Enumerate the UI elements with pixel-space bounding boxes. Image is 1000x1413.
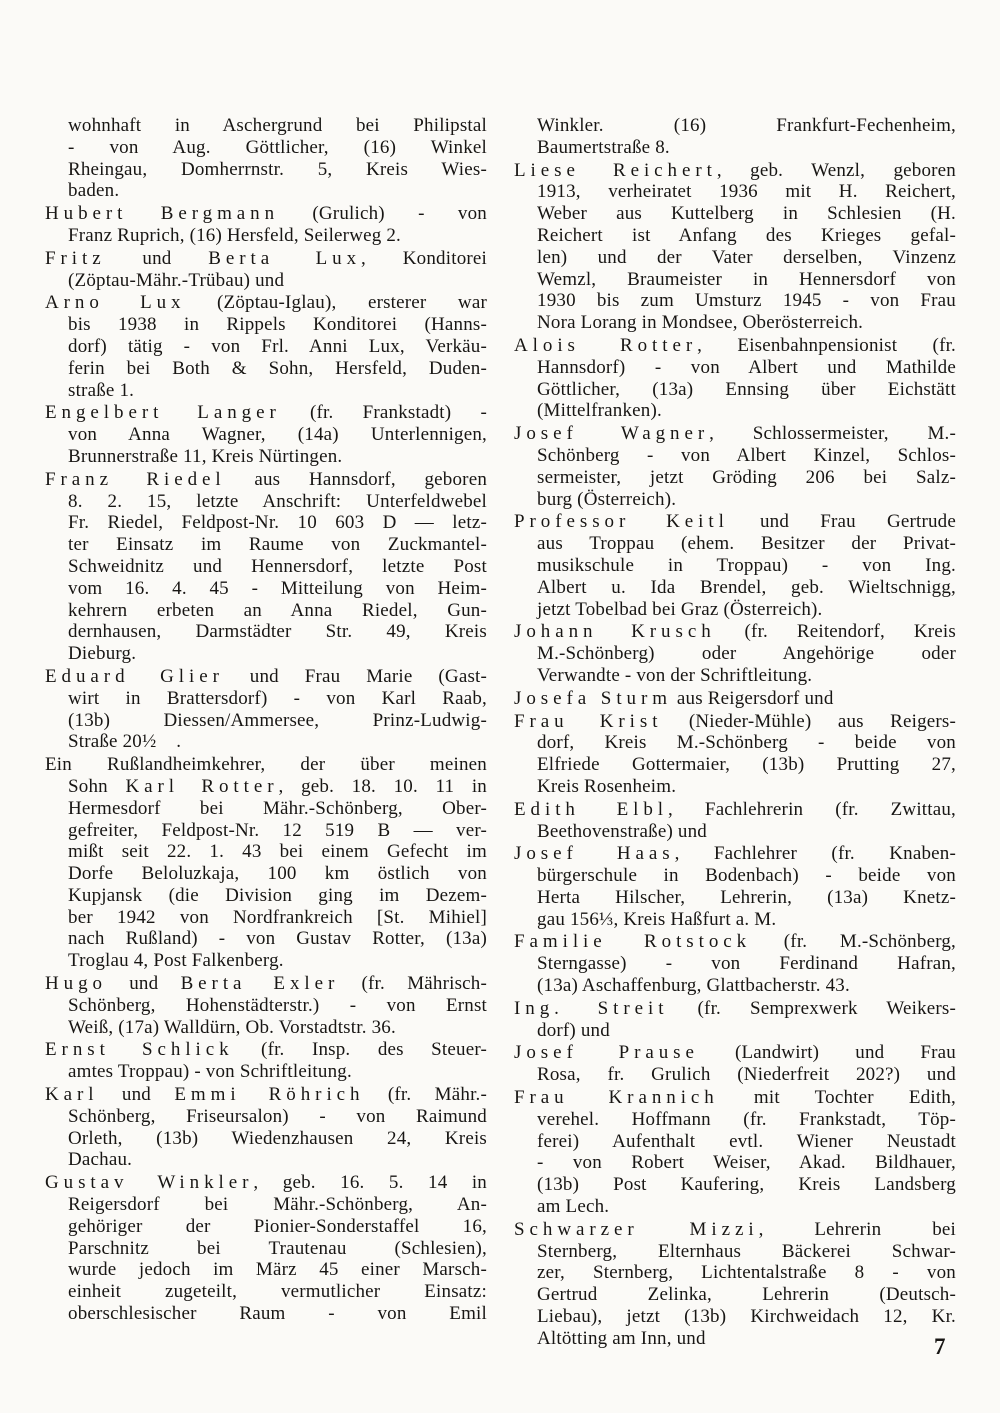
person-name: Karl Rotter — [125, 775, 279, 797]
entry-line: Liebau), jetzt (13b) Kirchweidach 12, Kr. — [537, 1306, 956, 1328]
entry — [45, 115, 487, 202]
line-text: , Schlossermeister, M.- — [709, 423, 956, 445]
entry — [514, 160, 956, 334]
entry — [514, 423, 956, 510]
entry-line: Dachau. — [68, 1149, 133, 1171]
entry — [514, 931, 956, 996]
entry-line: wohnhaft in Aschergrund bei Philipstal — [68, 115, 487, 136]
entry-line: Altötting am Inn, und — [537, 1327, 706, 1349]
entry-line: Ein Rußlandheimkehrer, der über meinen — [45, 754, 487, 776]
entry — [45, 666, 487, 753]
entry-line: sermeister, jetzt Gröding 206 bei Salz- — [537, 466, 956, 488]
entry-line — [514, 843, 956, 865]
entry — [514, 115, 956, 159]
person-name: Josef Haas — [514, 843, 675, 865]
entry-line — [45, 469, 487, 491]
entry-line: musikschule in Troppau) - von Ing. — [537, 554, 956, 576]
text-columns — [45, 115, 956, 1351]
entry-line: bürgerschule in Bodenbach) - beide von — [537, 865, 956, 887]
line-text: , geb. Wenzl, geboren — [716, 159, 956, 181]
entry — [514, 1087, 956, 1218]
person-name: Hubert — [45, 203, 128, 225]
entry — [45, 248, 487, 292]
entry-line: M.-Schönberg) oder Angehörige oder — [537, 643, 956, 665]
entry-line: 1913, verheiratet 1936 mit H. Reichert, — [537, 181, 956, 203]
entry-line — [514, 711, 956, 733]
entry-line — [45, 1172, 487, 1194]
entry-line: dorf) tätig - von Frl. Anni Lux, Verkäu- — [68, 335, 487, 357]
entry — [45, 1172, 487, 1325]
person-name: Karl — [45, 1084, 99, 1106]
entry-line: aus Troppau (ehem. Besitzer der Privat- — [537, 533, 956, 555]
person-name: Fritz — [45, 247, 106, 269]
entry-line: dorf, Kreis M.-Schönberg - beide von — [537, 732, 956, 754]
entry-line: Wemzl, Braumeister in Hennersdorf von — [537, 268, 956, 290]
person-name: Gustav Winkler — [45, 1172, 254, 1194]
entry — [45, 973, 487, 1038]
entry — [45, 1084, 487, 1171]
entry-line: Rheingau, Domherrnstr. 5, Kreis Wies- — [68, 158, 487, 180]
entry — [514, 1219, 956, 1350]
entry — [514, 1042, 956, 1086]
line-text: , Konditorei — [361, 247, 487, 269]
entry-line — [45, 248, 487, 270]
entry — [514, 711, 956, 798]
entry-line: nach Rußland) - von Gustav Rotter, (13a) — [68, 928, 487, 950]
entry-line: gau 156⅓, Kreis Haßfurt a. M. — [537, 908, 777, 930]
entry-line: zer, Sternberg, Lichtentalstraße 8 - von — [537, 1262, 956, 1284]
entry-line — [514, 998, 956, 1020]
entry-line: ferei) Aufenthalt evtl. Wiener Neustadt — [537, 1130, 956, 1152]
line-text: und — [98, 1084, 175, 1106]
entry-line — [45, 1084, 487, 1106]
person-name: Engelbert Langer — [45, 402, 281, 424]
entry-line: len) und der Vater derselben, Vinzenz — [537, 246, 956, 268]
person-name: Liese Reichert — [514, 159, 717, 181]
line-text: mit Tochter Edith, — [718, 1087, 956, 1109]
line-text: (fr. M.-Schönberg, — [751, 931, 956, 953]
line-text: (fr. Mährisch- — [339, 973, 488, 995]
line-text: (fr. Insp. des Steuer- — [233, 1039, 487, 1061]
entry-line: jetzt Tobelbad bei Graz (Österreich). — [537, 598, 823, 620]
person-name: Professor Keitl — [514, 511, 729, 533]
entry-line: Brunnerstraße 11, Kreis Nürtingen. — [68, 445, 343, 467]
person-name: Mizzi — [689, 1218, 759, 1240]
left-column — [45, 115, 487, 1351]
person-name: Josef Prause — [514, 1042, 699, 1064]
entry-line: gefreiter, Feldpost-Nr. 12 519 B — ver- — [68, 819, 487, 841]
entry-line: Verwandte - von der Schriftleitung. — [537, 664, 813, 686]
entry-line: ferin bei Both & Sohn, Hersfeld, Duden- — [68, 357, 487, 379]
entry-line: Reigersdorf bei Mähr.-Schönberg, An- — [68, 1194, 487, 1216]
entry-line: Reichert ist Anfang des Krieges gefal- — [537, 224, 956, 246]
entry-line: Sternberg, Elternhaus Bäckerei Schwar- — [537, 1240, 956, 1262]
entry-line: Straße 20½ . — [68, 731, 182, 753]
line-text: , geb. 18. 10. 11 in — [278, 775, 487, 797]
entry-line: Fr. Riedel, Feldpost-Nr. 10 603 D — letz- — [68, 512, 487, 534]
entry-line: 8. 2. 15, letzte Anschrift: Unterfeldwebel — [68, 490, 487, 512]
entry-line: Schönberg, Hohenstädterstr.) - von Ernst — [68, 994, 487, 1016]
entry-line — [514, 931, 956, 953]
person-name: Frau Krannich — [514, 1087, 719, 1109]
line-text: aus Reigersdorf und — [671, 687, 834, 709]
person-name: Alois Rotter — [514, 334, 698, 356]
entry-line — [514, 335, 956, 357]
line-text: aus Hannsdorf, geboren — [225, 468, 488, 490]
entry-line — [514, 1087, 956, 1109]
entry-line: burg (Österreich). — [537, 488, 677, 510]
person-name: Edith Elbl — [514, 798, 669, 820]
line-text: (Zöptau-Iglau), ersterer war — [185, 292, 487, 314]
line-text: (fr. Semprexwerk Weikers- — [668, 997, 956, 1019]
entry-line: Parschnitz bei Trautenau (Schlesien), — [68, 1237, 487, 1259]
person-name: Familie Rotstock — [514, 931, 752, 953]
entry-line: Elfriede Gottermaier, (13b) Prutting 27, — [537, 754, 956, 776]
entry-line: vom 16. 4. 45 - Mitteilung von Heim- — [68, 577, 487, 599]
line-text: und — [105, 247, 209, 269]
entry-line: Sterngasse) - von Ferdinand Hafran, — [537, 953, 956, 975]
entry — [514, 998, 956, 1042]
entry-line: gehöriger der Pionier-Sonderstaffel 16, — [68, 1215, 487, 1237]
person-name: Frau Krist — [514, 710, 663, 732]
line-text: und Frau Marie (Gast- — [223, 665, 488, 687]
entry — [514, 621, 956, 686]
entry-line: Hannsdorf) - von Albert und Mathilde — [537, 356, 956, 378]
person-name: Schwarzer — [514, 1218, 639, 1240]
person-name: Josefa Sturm — [514, 687, 672, 709]
entry-line — [514, 160, 956, 182]
entry-line: Gertrud Zelinka, Lehrerin (Deutsch- — [537, 1284, 956, 1306]
entry-line: - von Aug. Göttlicher, (16) Winkel — [68, 136, 487, 158]
entry-line: Orleth, (13b) Wiedenzhausen 24, Kreis — [68, 1127, 487, 1149]
entry-line — [45, 973, 487, 995]
entry-line: Franz Ruprich, (16) Hersfeld, Seilerweg 2. — [68, 224, 401, 246]
person-name: Franz Riedel — [45, 468, 226, 490]
entry-line — [45, 292, 487, 314]
entry-line: wirt in Brattersdorf) - von Karl Raab, — [68, 687, 487, 709]
entry-line: (Zöptau-Mähr.-Trübau) und — [68, 269, 285, 291]
entry-line — [514, 1042, 956, 1064]
person-name: Arno Lux — [45, 292, 186, 314]
entry-line — [514, 621, 956, 643]
entry-line: 1930 bis zum Umsturz 1945 - von Frau — [537, 290, 956, 312]
entry-line: Baumertstraße 8. — [537, 136, 670, 158]
line-text: , Eisenbahnpensionist (fr. — [697, 334, 956, 356]
entry-line: Kupjansk (die Division ging im Dezem- — [68, 884, 487, 906]
person-name: Bergmann — [160, 203, 280, 225]
line-text: und Frau Gertrude — [728, 511, 956, 533]
entry — [45, 292, 487, 401]
entry-line: Weiß, (17a) Walldürn, Ob. Vorstadtstr. 36. — [68, 1016, 396, 1038]
entry-line: Göttlicher, (13a) Ennsing über Eichstätt — [537, 378, 956, 400]
line-text: (fr. Reitendorf, Kreis — [715, 621, 956, 643]
person-name: Emmi Röhrich — [174, 1084, 365, 1106]
entry-line — [45, 402, 487, 424]
entry-line: Weber aus Kuttelberg in Schlesien (H. — [537, 203, 956, 225]
entry-line: Dieburg. — [68, 643, 137, 665]
entry — [514, 688, 956, 710]
entry-line: Schönberg - von Albert Kinzel, Schlos- — [537, 444, 956, 466]
line-text: , Fachlehrer (fr. Knaben- — [674, 843, 956, 865]
line-text: (Landwirt) und Frau — [698, 1042, 957, 1064]
entry-line: dorf) und — [537, 1019, 610, 1041]
line-text: (Grulich) - von — [279, 203, 487, 225]
person-name: Johann Krusch — [514, 621, 716, 643]
entry-line: wurde jedoch im März 45 einer Marsch- — [68, 1259, 487, 1281]
line-text: (Nieder-Mühle) aus Reigers- — [662, 710, 956, 732]
entry-line: Hermesdorf bei Mähr.-Schönberg, Ober- — [68, 797, 487, 819]
entry-line: ber 1942 von Nordfrankreich [St. Mihiel] — [68, 906, 487, 928]
entry-line: (13b) Diessen/Ammersee, Prinz-Ludwig- — [68, 709, 487, 731]
line-text: , Lehrerin bei — [758, 1218, 956, 1240]
entry-line — [514, 423, 956, 445]
person-name: Ing. Streit — [514, 997, 669, 1019]
entry-line — [514, 1219, 956, 1241]
line-text: und — [106, 973, 181, 995]
entry — [514, 511, 956, 620]
entry-line: Herta Hilscher, Lehrerin, (13a) Knetz- — [537, 886, 956, 908]
line-text: , Fachlehrerin (fr. Zwittau, — [668, 798, 956, 820]
entry — [45, 754, 487, 972]
line-text: (fr. Frankstadt) - — [280, 402, 487, 424]
entry-line — [514, 688, 956, 710]
entry-line — [514, 799, 956, 821]
entry-line: Nora Lorang in Mondsee, Oberösterreich. — [537, 312, 864, 334]
entry — [45, 203, 487, 247]
entry-line — [45, 203, 487, 225]
entry-line: Albert u. Ida Brendel, geb. Wieltschnigg, — [537, 576, 956, 598]
entry-line: ter Einsatz im Raume von Zuckmantel- — [68, 534, 487, 556]
entry — [45, 1039, 487, 1083]
entry-line: mißt seit 22. 1. 43 bei einem Gefecht im — [68, 841, 487, 863]
entry-line: Rosa, fr. Grulich (Niederfreit 202?) und — [537, 1064, 956, 1086]
entry-line — [45, 666, 487, 688]
person-name: Eduard Glier — [45, 665, 224, 687]
entry-line: dernhausen, Darmstädter Str. 49, Kreis — [68, 621, 487, 643]
entry — [45, 469, 487, 665]
entry-line: kehrern erbeten an Anna Riedel, Gun- — [68, 599, 487, 621]
entry-line: bis 1938 in Rippels Konditorei (Hanns- — [68, 314, 487, 336]
entry — [514, 799, 956, 843]
person-name: Berta Lux — [208, 247, 362, 269]
entry-line — [45, 776, 487, 798]
line-text: (fr. Mähr.- — [364, 1084, 487, 1106]
line-text: Sohn — [68, 775, 126, 797]
entry-line: von Anna Wagner, (14a) Unterlennigen, — [68, 424, 487, 446]
entry-line: (Mittelfranken). — [537, 400, 662, 422]
line-text: , geb. 16. 5. 14 in — [253, 1172, 487, 1194]
entry-line: Kreis Rosenheim. — [537, 775, 677, 797]
entry-line: Schönberg, Friseursalon) - von Raimund — [68, 1105, 487, 1127]
person-name: Hugo — [45, 973, 107, 995]
person-name: Berta Exler — [180, 973, 340, 995]
entry-line: Winkler. (16) Frankfurt-Fechenheim, — [537, 115, 956, 136]
entry-line: Dorfe Beloluzkaja, 100 km östlich von — [68, 863, 487, 885]
entry-line: Schweidnitz und Hennersdorf, letzte Post — [68, 555, 487, 577]
line-text — [639, 1219, 690, 1240]
entry-line: am Lech. — [537, 1196, 610, 1218]
entry-line: oberschlesischer Raum - von Emil — [68, 1303, 487, 1325]
entry-line: - von Robert Weiser, Akad. Bildhauer, — [537, 1152, 956, 1174]
entry-line: verehel. Hoffmann (fr. Frankstadt, Töp- — [537, 1108, 956, 1130]
entry-line: einheit zugeteilt, vermutlicher Einsatz: — [68, 1281, 487, 1303]
entry — [514, 843, 956, 930]
entry-line: Beethovenstraße) und — [537, 820, 707, 842]
entry-line: straße 1. — [68, 379, 135, 401]
entry — [514, 335, 956, 422]
entry-line: Troglau 4, Post Falkenberg. — [68, 950, 284, 972]
entry-line: baden. — [68, 180, 120, 202]
entry-line: (13b) Post Kaufering, Kreis Landsberg — [537, 1174, 956, 1196]
right-column — [514, 115, 956, 1351]
entry-line: amtes Troppau) - von Schriftleitung. — [68, 1061, 352, 1083]
line-text — [127, 203, 160, 224]
entry-line — [514, 511, 956, 533]
entry — [45, 402, 487, 467]
entry-line: (13a) Aschaffenburg, Glattbacherstr. 43. — [537, 975, 850, 997]
person-name: Josef Wagner — [514, 423, 710, 445]
page-number: 7 — [934, 1334, 946, 1359]
person-name: Ernst Schlick — [45, 1039, 234, 1061]
entry-line — [45, 1039, 487, 1061]
